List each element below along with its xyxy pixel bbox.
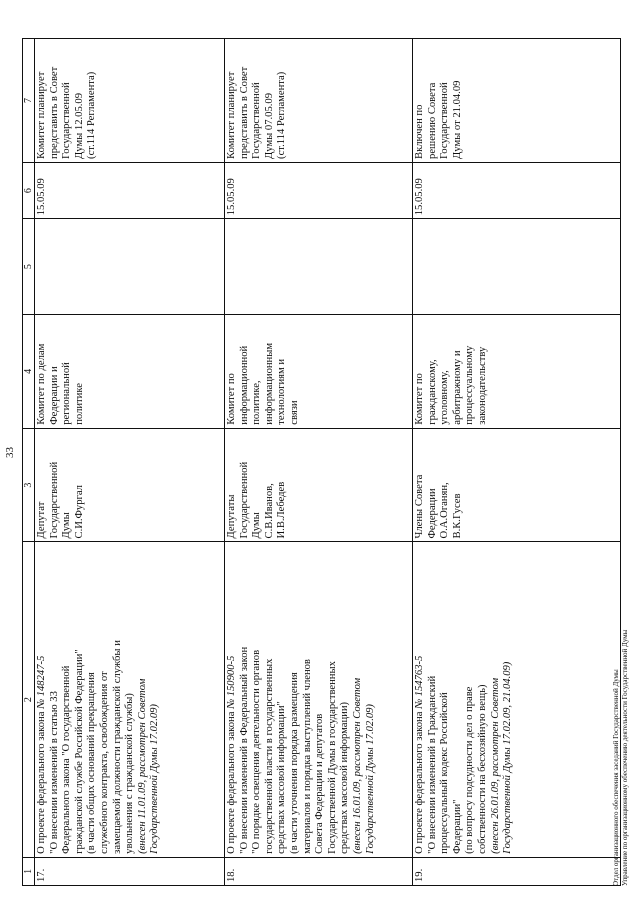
col-header: 2 bbox=[23, 542, 35, 857]
committee: Комитет по информационной политике, информационным технологиям и связи bbox=[225, 314, 413, 428]
initiator: Депутат Государственной Думы С.И.Фургал bbox=[35, 428, 225, 542]
bill-title: О проекте федерального закона bbox=[226, 711, 237, 854]
col5-cell bbox=[413, 219, 621, 315]
date-cell: 15.05.09 bbox=[225, 162, 413, 218]
col-header: 7 bbox=[23, 39, 35, 163]
table-row bbox=[225, 39, 413, 886]
bill-description bbox=[225, 542, 413, 857]
bill-note: (внесен 26.01.09, рассмотрен Советом Государственной Думы 17.02.09, 21.04.09) bbox=[489, 661, 514, 854]
date-cell: 15.05.09 bbox=[413, 162, 621, 218]
table-header-row bbox=[23, 39, 35, 886]
col-header: 6 bbox=[23, 162, 35, 218]
initiator: Члены Совета Федерации О.А.Оганян, В.К.Гусев bbox=[413, 428, 621, 542]
bill-description bbox=[413, 542, 621, 857]
bill-description bbox=[35, 542, 225, 857]
bill-note: (внесен 11.01.09, рассмотрен Советом Государственной Думы 17.02.09) bbox=[136, 678, 161, 854]
col-header: 1 bbox=[23, 857, 35, 885]
status-cell: Включен по решению Совета Государственной Думы от 21.04.09 bbox=[413, 39, 621, 163]
row-number: 19. bbox=[413, 857, 621, 885]
bill-body: "О внесении изменений в Федеральный закон "О порядке освещения деятельности органов государственной власти в государственных средствах массовой информации" (в части уточнения порядка размещения материалов и порядка выступлений членов Совета Федерации и депутатов Государственной Думы в государственных средствах массовой информации) bbox=[238, 646, 351, 854]
footer-department: Отдел организационного обеспечения заседаний Государственной Думы bbox=[612, 669, 620, 886]
status-cell: Комитет планирует представить в Совет Государственной Думы 07.05.09 (ст.114 Регламента) bbox=[225, 39, 413, 163]
committee: Комитет по гражданскому, уголовному, арбитражному и процессуальному законодательству bbox=[413, 314, 621, 428]
date-cell: 15.05.09 bbox=[35, 162, 225, 218]
bill-number: № 148247-5 bbox=[36, 655, 47, 709]
col-header: 4 bbox=[23, 314, 35, 428]
row-number: 18. bbox=[225, 857, 413, 885]
bill-body: "О внесении изменений в статью 33 Федерального закона "О государственной гражданской службе Российской Федерации" (в части общих оснований прекращения служебного контракта, освобождения от замещаемой должности гражданской службы и увольнения с гражданской службы) bbox=[48, 640, 136, 854]
table-row bbox=[413, 39, 621, 886]
footer-directorate: Управление по организационному обеспечению деятельности Государственной Думы bbox=[621, 629, 629, 886]
table-row bbox=[35, 39, 225, 886]
bill-title: О проекте федерального закона bbox=[36, 711, 47, 854]
bill-title: О проекте федерального закона bbox=[414, 711, 425, 854]
bill-number: № 150900-5 bbox=[226, 655, 237, 709]
initiator: Депутаты Государственной Думы С.В.Иванов, И.В.Лебедев bbox=[225, 428, 413, 542]
bill-number: № 154763-5 bbox=[414, 655, 425, 709]
row-number: 17. bbox=[35, 857, 225, 885]
committee: Комитет по делам Федерации и региональной политике bbox=[35, 314, 225, 428]
col5-cell bbox=[35, 219, 225, 315]
col5-cell bbox=[225, 219, 413, 315]
status-cell: Комитет планирует представить в Совет Государственной Думы 12.05.09 (ст.114 Регламента) bbox=[35, 39, 225, 163]
page-number: 33 bbox=[4, 447, 16, 458]
bill-note: (внесен 16.01.09, рассмотрен Советом Государственной Думы 17.02.09) bbox=[351, 677, 376, 854]
bills-table bbox=[22, 38, 621, 886]
col-header: 5 bbox=[23, 219, 35, 315]
bill-body: "О внесении изменений в Гражданский процессуальный кодекс Российской Федерации" (по вопросу подсудности дел о праве собственности на бесхозяйную вещь) bbox=[426, 675, 488, 854]
col-header: 3 bbox=[23, 428, 35, 542]
